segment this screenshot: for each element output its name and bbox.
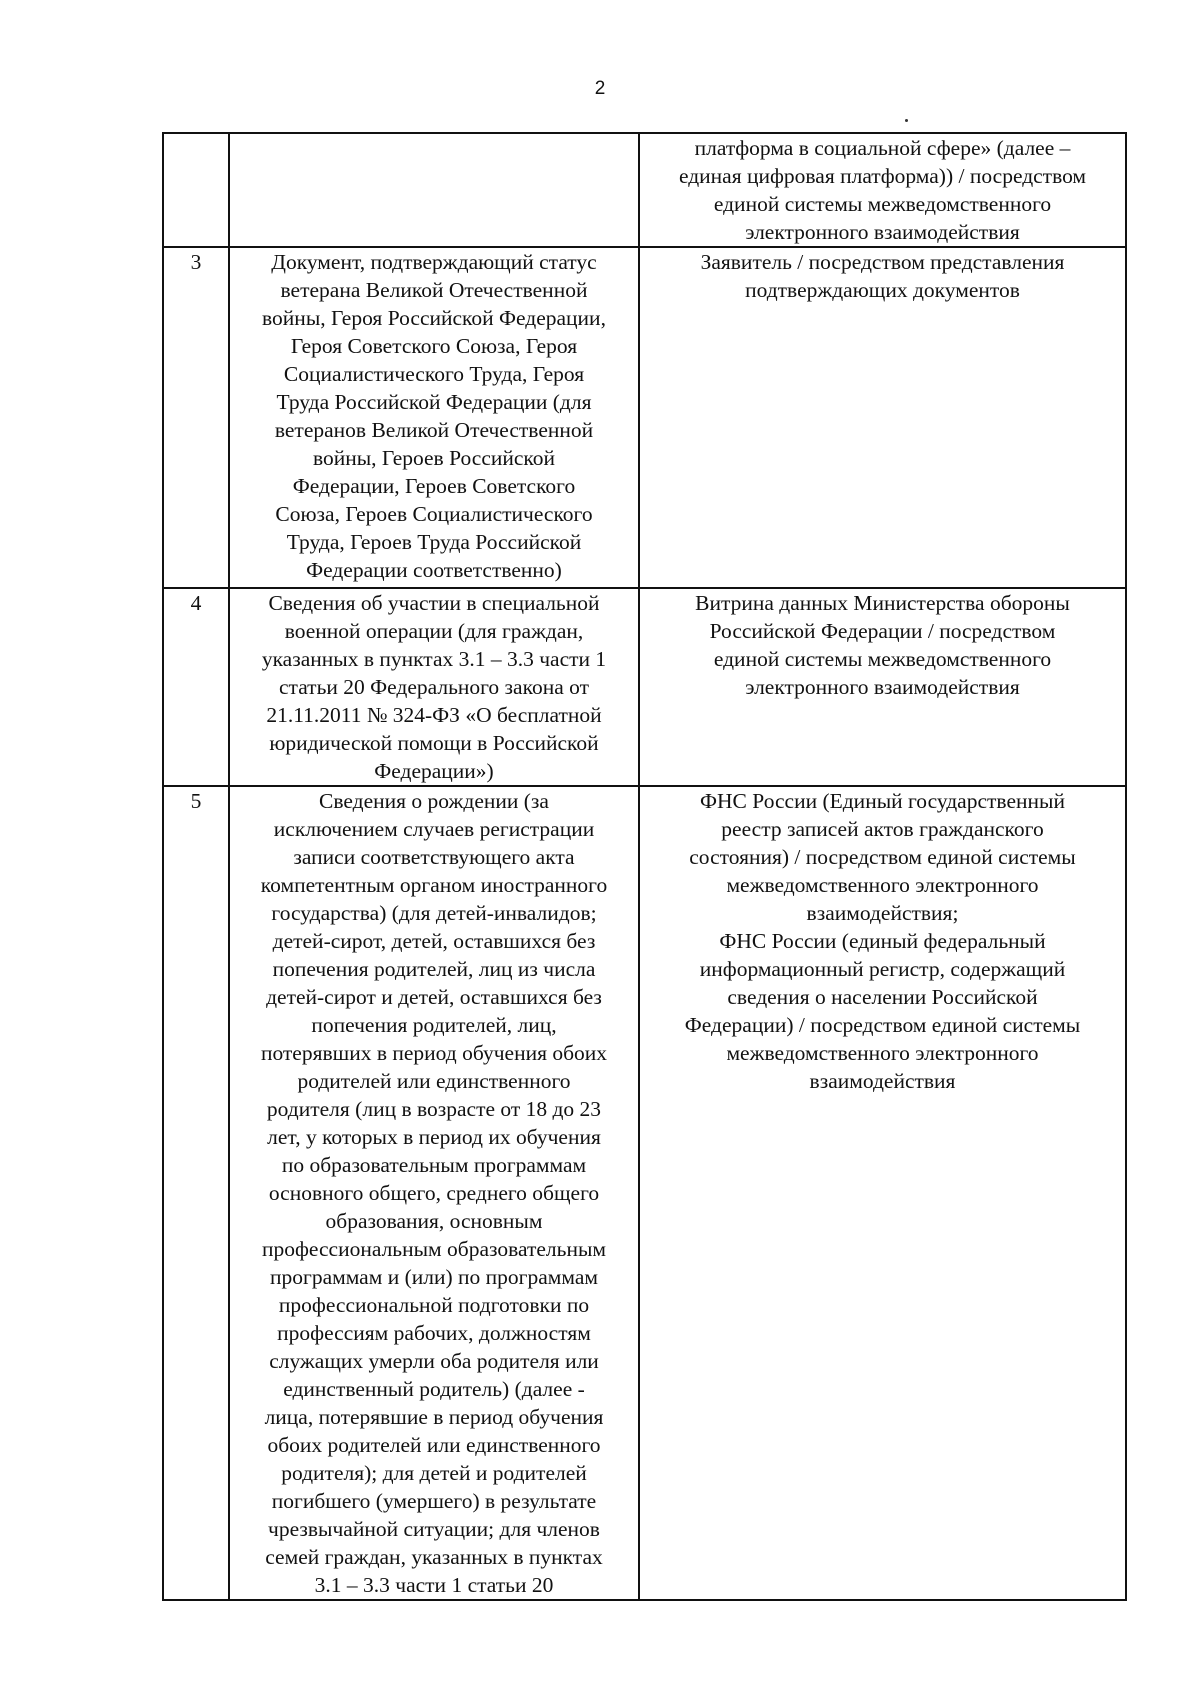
table-row xyxy=(163,786,1126,1600)
source-text: платформа в социальной сфере» (далее – единая цифровая платформа)) / посредством единой системы межведомственного электронного взаимодействия xyxy=(678,136,1087,244)
table-row xyxy=(163,133,1126,247)
document-cell xyxy=(229,588,639,786)
document-cell xyxy=(229,786,639,1600)
source-cell xyxy=(639,133,1126,247)
document-text: Документ, подтверждающий статус ветерана Великой Отечественной войны, Героя Российской Федерации, Героя Советского Союза, Героя Социалистического Труда, Героя Труда Российской Федерации (для ветеранов Великой Отечественной войны, Героев Российской Федерации, Героев Советского Союза, Героев Социалистического Труда, Героев Труда Российской Федерации соответственно) xyxy=(262,250,606,582)
document-cell xyxy=(229,247,639,588)
page-number: 2 xyxy=(594,78,606,99)
source-text: ФНС России (Единый государственный реестр записей актов гражданского состояния) / посредством единой системы межведомственного электронного взаимодействия; ФНС России (единый федеральный информационный регистр, содержащий сведения о населении Российской Федерации) / посредством единой системы межведомственного электронного взаимодействия xyxy=(684,789,1081,1093)
table-row xyxy=(163,247,1126,588)
documents-table xyxy=(162,132,1127,1601)
source-cell xyxy=(639,247,1126,588)
row-number-cell xyxy=(163,133,229,247)
source-text: Витрина данных Министерства обороны Российской Федерации / посредством единой системы межведомственного электронного взаимодействия xyxy=(695,591,1070,699)
source-cell xyxy=(639,786,1126,1600)
source-cell xyxy=(639,588,1126,786)
row-number-cell: 3 xyxy=(163,247,229,588)
document-text: Сведения о рождении (за исключением случаев регистрации записи соответствующего акта компетентным органом иностранного государства) (для детей-инвалидов; детей-сирот, детей, оставшихся без попечения родителей, лиц из числа детей-сирот и детей, оставшихся без попечения родителей, лиц, потерявших в период обучения обоих родителей или единственного родителя (лиц в возрасте от 18 до 23 лет, у которых в период их обучения по образовательным программам основного общего, среднего общего образования, основным профессиональным образовательным программам и (или) по программам профессиональной подготовки по профессиям рабочих, должностям служащих умерли оба родителя или единственный родитель) (далее - лица, потерявшие в период обучения обоих родителей или единственного родителя); для детей и родителей погибшего (умершего) в результате чрезвычайной ситуации; для членов семей граждан, указанных в пунктах 3.1 – 3.3 части 1 статьи 20 xyxy=(260,789,608,1597)
source-text: Заявитель / посредством представления подтверждающих документов xyxy=(700,250,1065,302)
row-number-cell: 4 xyxy=(163,588,229,786)
scan-speck xyxy=(905,119,908,122)
document-text: Сведения об участии в специальной военной операции (для граждан, указанных в пунктах 3.1 – 3.3 части 1 статьи 20 Федерального закона от 21.11.2011 № 324-ФЗ «О бесплатной юридической помощи в Российской Федерации») xyxy=(261,591,607,783)
row-number-cell: 5 xyxy=(163,786,229,1600)
document-cell xyxy=(229,133,639,247)
table-row xyxy=(163,588,1126,786)
